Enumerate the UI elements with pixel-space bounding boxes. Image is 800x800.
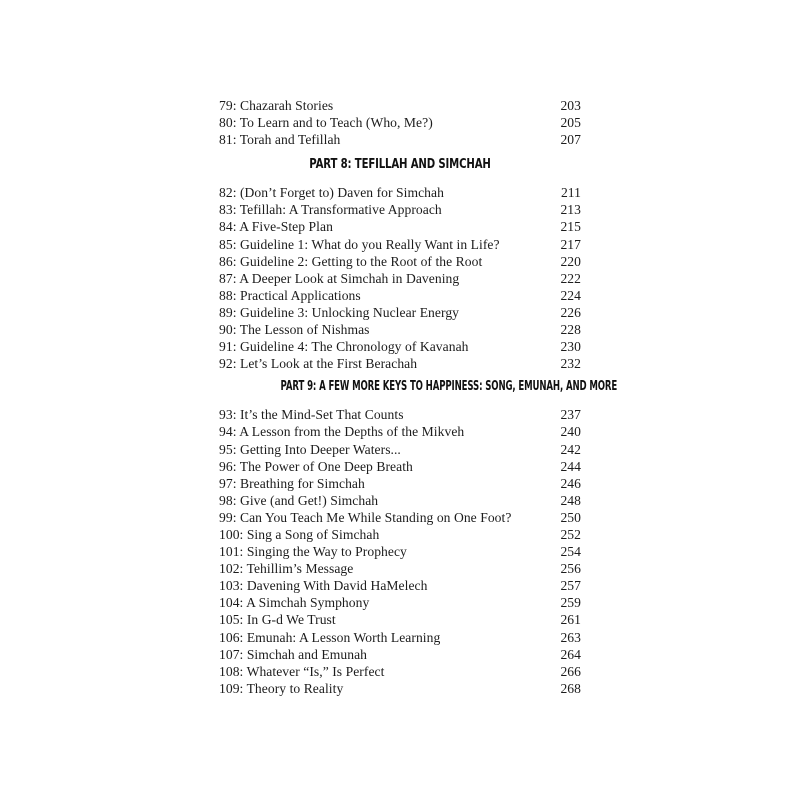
entry-title: 108: Whatever “Is,” Is Perfect [219, 663, 385, 679]
entry-page: 217 [560, 236, 581, 252]
entry-page: 248 [560, 492, 581, 508]
toc-entry [219, 304, 581, 321]
toc-entry [219, 629, 581, 646]
toc-entry [219, 406, 581, 423]
entry-title: 100: Sing a Song of Simchah [219, 526, 380, 542]
toc-entry [219, 236, 581, 253]
entry-page: 222 [560, 270, 581, 286]
toc-entry [219, 270, 581, 287]
entry-page: 203 [560, 98, 581, 113]
entry-title: 85: Guideline 1: What do you Really Want in Life? [219, 236, 500, 252]
entry-page: 211 [560, 185, 581, 201]
entry-page: 252 [560, 526, 581, 542]
entry-page: 230 [560, 339, 581, 355]
entry-title: 80: To Learn and to Teach (Who, Me?) [219, 115, 433, 131]
toc-entry [219, 355, 581, 372]
toc-entry [219, 594, 581, 611]
entry-page: 213 [560, 202, 581, 218]
toc-entry [219, 475, 581, 492]
entry-page: 257 [560, 578, 581, 594]
entry-title: 93: It’s the Mind-Set That Counts [219, 407, 404, 423]
toc-entry [219, 114, 581, 131]
entry-page: 256 [560, 561, 581, 577]
toc-entry [219, 338, 581, 355]
entry-title: 91: Guideline 4: The Chronology of Kavanah [219, 339, 469, 355]
entry-title: 89: Guideline 3: Unlocking Nuclear Energy [219, 304, 460, 320]
entry-title: 92: Let’s Look at the First Berachah [219, 356, 418, 372]
entry-title: 107: Simchah and Emunah [219, 646, 368, 662]
entry-page: 240 [560, 424, 581, 440]
entry-title: 109: Theory to Reality [219, 680, 344, 696]
toc-section-part8 [219, 184, 581, 372]
entry-title: 83: Tefillah: A Transformative Approach [219, 202, 442, 218]
entry-title: 105: In G-d We Trust [219, 612, 336, 628]
entry-page: 207 [560, 132, 581, 148]
entry-page: 215 [560, 219, 581, 235]
toc-entry [219, 560, 581, 577]
entry-page: 224 [560, 287, 581, 303]
entry-title: 95: Getting Into Deeper Waters... [219, 441, 401, 457]
entry-title: 98: Give (and Get!) Simchah [219, 492, 379, 508]
toc-entry [219, 97, 581, 114]
entry-title: 97: Breathing for Simchah [219, 475, 365, 491]
entry-page: 232 [560, 356, 581, 372]
entry-title: 87: A Deeper Look at Simchah in Davening [219, 270, 460, 286]
toc-entry [219, 218, 581, 235]
entry-title: 90: The Lesson of Nishmas [219, 322, 370, 338]
toc-entry [219, 611, 581, 628]
entry-page: 259 [560, 595, 581, 611]
entry-title: 96: The Power of One Deep Breath [219, 458, 413, 474]
entry-page: 205 [560, 115, 581, 131]
toc-entry [219, 543, 581, 560]
entry-title: 88: Practical Applications [219, 287, 361, 303]
entry-page: 246 [560, 475, 581, 491]
part-heading-9: PART 9: A FEW MORE KEYS TO HAPPINESS: SONG, EMUNAH, AND MORE [280, 379, 618, 395]
entry-page: 226 [560, 304, 581, 320]
toc-section-part7-tail [219, 97, 581, 148]
toc-entry [219, 526, 581, 543]
entry-title: 82: (Don’t Forget to) Daven for Simchah [219, 185, 444, 201]
toc-section-part9 [219, 406, 581, 697]
entry-page: 244 [560, 458, 581, 474]
entry-title: 79: Chazarah Stories [219, 98, 334, 113]
toc-entry [219, 492, 581, 509]
entry-page: 263 [560, 629, 581, 645]
toc-entry [219, 423, 581, 440]
entry-page: 254 [560, 544, 581, 560]
entry-title: 94: A Lesson from the Depths of the Mikveh [219, 424, 465, 440]
toc-entry [219, 509, 581, 526]
entry-page: 237 [560, 407, 581, 423]
entry-title: 102: Tehillim’s Message [219, 561, 354, 577]
toc-entry [219, 131, 581, 148]
entry-title: 99: Can You Teach Me While Standing on One Foot? [219, 509, 512, 525]
toc-entry [219, 577, 581, 594]
entry-title: 86: Guideline 2: Getting to the Root of the Root [219, 253, 483, 269]
toc-entry [219, 458, 581, 475]
entry-title: 103: Davening With David HaMelech [219, 578, 428, 594]
entry-title: 101: Singing the Way to Prophecy [219, 544, 407, 560]
entry-title: 106: Emunah: A Lesson Worth Learning [219, 629, 441, 645]
entry-page: 266 [560, 663, 581, 679]
entry-title: 104: A Simchah Symphony [219, 595, 370, 611]
toc-entry [219, 321, 581, 338]
part-heading-8: PART 8: TEFILLAH AND SIMCHAH [309, 157, 491, 173]
entry-title: 84: A Five-Step Plan [219, 219, 333, 235]
toc-entry [219, 184, 581, 201]
entry-page: 264 [560, 646, 581, 662]
entry-page: 268 [560, 680, 581, 696]
toc-entry [219, 646, 581, 663]
toc-entry [219, 201, 581, 218]
toc-entry [219, 663, 581, 680]
entry-page: 242 [560, 441, 581, 457]
entry-page: 228 [560, 322, 581, 338]
entry-title: 81: Torah and Tefillah [219, 132, 341, 148]
toc-entry [219, 441, 581, 458]
entry-page: 261 [560, 612, 581, 628]
entry-page: 220 [560, 253, 581, 269]
toc-entry [219, 680, 581, 697]
toc-entry [219, 287, 581, 304]
toc-entry [219, 253, 581, 270]
table-of-contents [219, 97, 618, 697]
entry-page: 250 [560, 509, 581, 525]
